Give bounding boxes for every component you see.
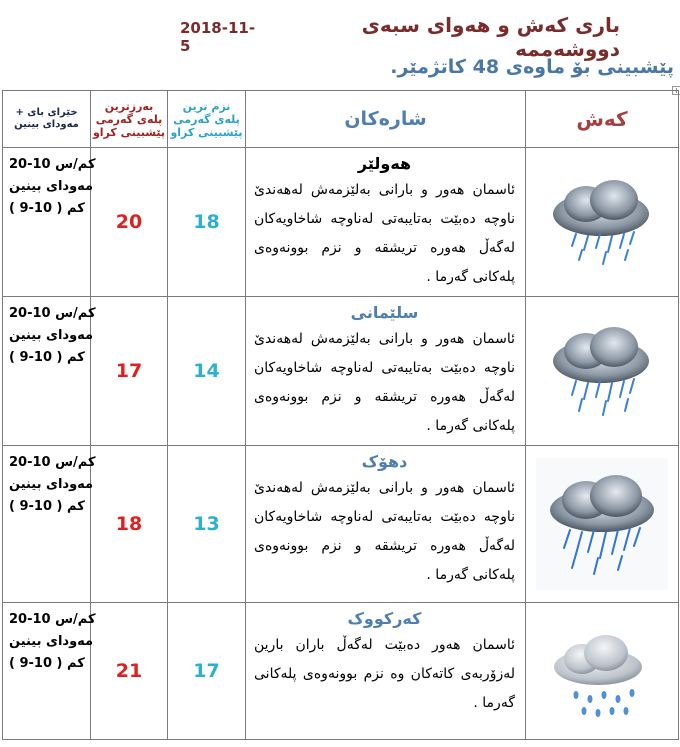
table-row — [3, 446, 679, 603]
wind-speed: 20-10 کم/س — [9, 306, 96, 321]
report-header — [180, 13, 620, 61]
wind-visibility-cell — [3, 446, 96, 603]
city-name: سلێمانی — [350, 303, 419, 322]
min-temp: 18 — [168, 148, 246, 297]
header-min-temp: نزم ترین پلەی گەرمی پێشبینی کراو — [168, 91, 246, 148]
weather-icon-cell — [526, 446, 679, 603]
header-weather: کەش — [526, 91, 679, 148]
table-row — [3, 603, 679, 740]
visibility-label: مەودای بینین — [9, 634, 94, 649]
city-forecast-cell — [246, 603, 526, 740]
city-forecast-cell — [246, 446, 526, 603]
city-forecast-cell — [246, 148, 526, 297]
header-wind-visibility: خێرای بای + مەودای بینین — [3, 91, 91, 148]
wind-speed: 20-10 کم/س — [9, 455, 96, 470]
visibility-value: ( 9-10 ) کم — [9, 350, 85, 365]
report-title: باری کەش و هەوای سبەی دووشەممە — [361, 13, 620, 61]
wind-speed: 20-10 کم/س — [9, 612, 96, 627]
forecast-description: ئاسمان هەور دەبێت لەگەڵ باران بارین لەزۆربەی کاتەکان وە نزم بوونەوەی پلەکانی گەرما . — [254, 637, 515, 711]
wind-visibility-cell — [3, 297, 96, 446]
visibility-label: مەودای بینین — [9, 179, 94, 194]
city-name: دهۆک — [361, 452, 408, 471]
heavy-rain-cloud-icon — [546, 172, 658, 272]
max-temp: 21 — [91, 603, 168, 740]
forecast-table — [2, 90, 679, 740]
min-temp: 13 — [168, 446, 246, 603]
header-cities: شارەکان — [246, 91, 526, 148]
wind-visibility-cell — [3, 148, 96, 297]
forecast-description: ئاسمان هەور و بارانی بەلێزمەش لەهەندێ ناوچە دەبێت بەتایبەتی لەناوچە شاخاویەکان لەگەڵ هەورە تریشقە و نزم بوونەوەی پلەکانی گەرما . — [254, 182, 515, 285]
heavy-rain-cloud-icon — [546, 321, 658, 421]
table-move-handle-icon[interactable]: + — [673, 86, 680, 95]
report-date: 2018-11-5 — [180, 19, 256, 55]
visibility-label: مەودای بینین — [9, 328, 94, 343]
visibility-value: ( 9-10 ) کم — [9, 656, 85, 671]
weather-icon-cell — [526, 148, 679, 297]
heavy-rain-cloud-icon — [536, 458, 668, 590]
visibility-label: مەودای بینین — [9, 477, 94, 492]
table-row — [3, 297, 679, 446]
min-temp: 14 — [168, 297, 246, 446]
report-subtitle: پێشبینی بۆ ماوەی 48 کاتژمێر. — [390, 56, 674, 78]
wind-speed: 20-10 کم/س — [9, 157, 96, 172]
light-rain-cloud-icon — [546, 621, 658, 721]
wind-visibility-cell — [3, 603, 96, 740]
weather-icon-cell — [526, 603, 679, 740]
weather-icon-cell — [526, 297, 679, 446]
max-temp: 17 — [91, 297, 168, 446]
header-max-temp: بەرزترین پلەی گەرمی پێشبینی کراو — [91, 91, 168, 148]
table-row — [3, 148, 679, 297]
visibility-value: ( 9-10 ) کم — [9, 201, 85, 216]
city-forecast-cell — [246, 297, 526, 446]
min-temp: 17 — [168, 603, 246, 740]
forecast-description: ئاسمان هەور و بارانی بەلێزمەش لەهەندێ ناوچە دەبێت بەتایبەتی لەناوچە شاخاویەکان لەگەڵ هەورە تریشقە و نزم بوونەوەی پلەکانی گەرما . — [254, 480, 515, 583]
max-temp: 18 — [91, 446, 168, 603]
city-name: کەرکووک — [347, 609, 422, 628]
max-temp: 20 — [91, 148, 168, 297]
forecast-description: ئاسمان هەور و بارانی بەلێزمەش لەهەندێ ناوچە دەبێت بەتایبەتی لەناوچە شاخاویەکان لەگەڵ هەورە تریشقە و نزم بوونەوەی پلەکانی گەرما . — [254, 331, 515, 434]
table-header-row — [3, 91, 679, 148]
visibility-value: ( 9-10 ) کم — [9, 499, 85, 514]
city-name: هەولێر — [357, 154, 412, 173]
